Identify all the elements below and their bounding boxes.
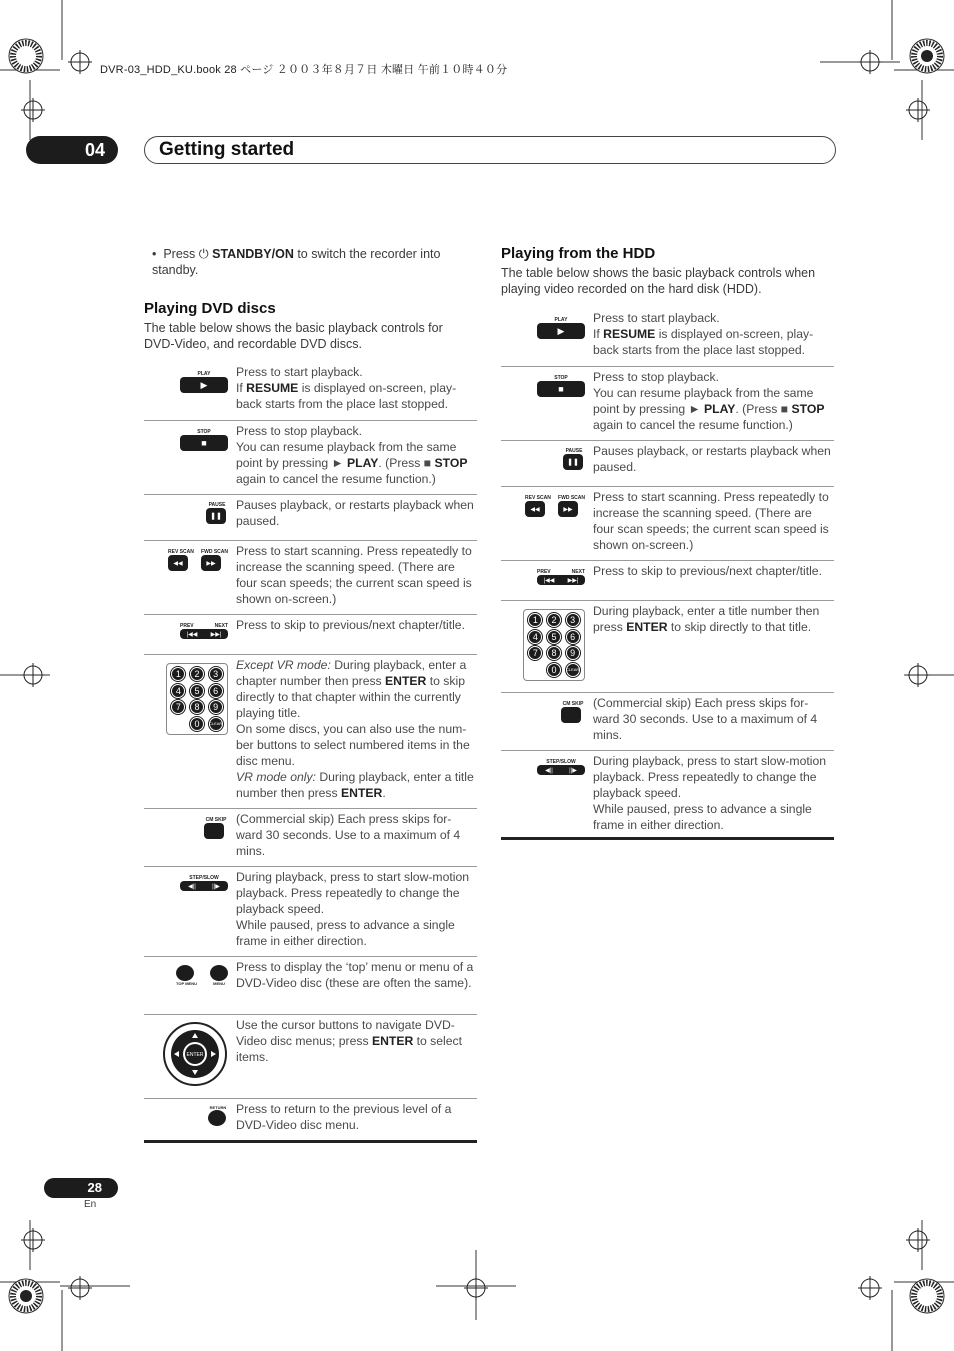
number-key-icon: 8 [547,646,561,660]
table-row [501,308,834,366]
table-row [501,440,834,486]
number-key-icon: 0 [190,717,204,731]
hdd-controls-table [501,308,834,843]
skip-description: Press to skip to previous/next chapter/title. [236,618,465,632]
number-key-icon: 1 [528,613,542,627]
numbers-text-3: VR mode only: During playback, enter a title number then press ENTER. [236,770,474,800]
table-row [144,866,477,956]
return-button-icon [208,1105,228,1126]
pause-button-icon [563,448,585,470]
stop-text-2: You can resume playback from the same point by pressing ► PLAY. (Press ■ STOP again to cancel the resume function.) [236,440,468,486]
number-key-icon: 2 [547,613,561,627]
number-key-icon: 4 [528,630,542,644]
numbers-text-2: On some discs, you can also use the num-ber buttons to select numbered items in the disc menu. [236,722,470,768]
bullet-text: Press [163,247,199,261]
table-row [501,750,834,838]
skip-buttons-icon [537,569,585,585]
enter-label: ENTER [186,1052,204,1058]
dvd-intro: The table below shows the basic playback controls for DVD-Video, and recordable DVD discs. [144,321,443,351]
play-button-icon [537,317,585,339]
table-row [144,654,477,808]
scan-description: Press to start scanning. Press repeatedly to increase the scanning speed. (There are four scan speeds; the current scan speed is shown on-screen.) [236,544,472,606]
table-row [144,420,477,494]
skip-buttons-icon [180,623,228,639]
number-key-icon: 9 [566,646,580,660]
table-row [144,362,477,420]
dvd-heading: Playing DVD discs [144,300,276,317]
step-text-2: While paused, press to advance a single frame in either direction. [236,918,455,948]
numbers-description: During playback, enter a title number then press ENTER to skip directly to that title. [593,604,820,634]
next-label: NEXT [571,569,585,575]
play-description [593,310,834,358]
cm-skip-button-icon [561,701,585,723]
stop-icon: ■ [180,435,228,451]
step-text-1: During playback, press to start slow-motion playback. Press repeatedly to change the playback speed. [593,754,827,800]
stop-description [236,423,477,487]
number-key-icon: 7 [528,646,542,660]
table-row [144,494,477,540]
step-slow-button-icon [180,875,228,891]
step-text-2: While paused, press to advance a single frame in either direction. [593,802,812,832]
play-description [236,364,477,412]
stop-icon-label: STOP [554,375,568,381]
table-row [501,600,834,692]
step-description [593,753,834,833]
number-key-icon: 3 [566,613,580,627]
page-number: 28 [44,1178,118,1198]
stop-description [593,369,834,433]
stop-text-1: Press to stop playback. [593,370,719,384]
menu-buttons-icon [176,965,228,986]
stop-text-2: You can resume playback from the same point by pressing ► PLAY. (Press ■ STOP again to cancel the resume function.) [593,386,825,432]
prev-next-icon: |◀◀ ▶▶| [537,575,585,585]
pause-icon: ❚❚ [563,454,583,470]
file-header: DVR-03_HDD_KU.book 28 ページ ２００３年８月７日 木曜日 午前１０時４０分 [100,64,508,76]
table-end-rule [501,837,834,840]
cm-skip-icon [561,707,581,723]
rev-scan-icon: ◀◀ [525,501,545,517]
hdd-intro: The table below shows the basic playback controls when playing video recorded on the hard disk (HDD). [501,266,816,296]
play-icon-label: PLAY [554,317,568,323]
return-description: Press to return to the previous level of a DVD-Video disc menu. [236,1102,452,1132]
prev-next-icon: |◀◀ ▶▶| [180,629,228,639]
scan-buttons-icon [525,495,585,517]
stop-button-icon [537,375,585,397]
rev-scan-icon: ◀◀ [168,555,188,571]
bullet-text-end: to switch the recorder into standby. [152,247,441,277]
play-icon: ▶ [537,323,585,339]
step-slow-label: STEP/SLOW [189,875,219,881]
menu-description: Press to display the ‘top’ menu or menu of a DVD-Video disc (these are often the same). [236,960,474,990]
number-key-icon: 3 [209,667,223,681]
cm-skip-label: CM SKIP [562,701,584,707]
next-label: NEXT [214,623,228,629]
play-button-icon [180,371,228,393]
return-label: RETURN [209,1105,227,1110]
pause-icon: ❚❚ [206,508,226,524]
number-key-icon: 6 [209,684,223,698]
number-key-icon: 1 [171,667,185,681]
pause-icon-label: PAUSE [565,448,583,454]
bullet-dot: • [152,247,164,261]
cursor-description: Use the cursor buttons to navigate DVD-Video disc menus; press ENTER to select items. [236,1018,463,1064]
power-icon: ⏻ [198,247,209,261]
stop-icon-label: STOP [197,429,211,435]
cursor-pad-icon [162,1021,228,1087]
top-menu-icon [176,965,194,981]
step-description [236,869,477,949]
rev-scan-label: REV SCAN [525,495,551,501]
number-key-icon: 8 [190,700,204,714]
step-text-1: During playback, press to start slow-motion playback. Press repeatedly to change the playback speed. [236,870,470,916]
fwd-scan-icon: ▶▶ [558,501,578,517]
pause-description: Pauses playback, or restarts playback when paused. [593,444,831,474]
standby-label: STANDBY/ON [212,247,294,261]
cm-skip-button-icon [204,817,228,839]
number-keypad-icon [523,609,585,681]
play-text-2: If RESUME is displayed on-screen, play-back starts from the place last stopped. [236,381,457,411]
stop-text-1: Press to stop playback. [236,424,362,438]
menu-icon [210,965,228,981]
play-icon: ▶ [180,377,228,393]
scan-buttons-icon [168,549,228,571]
number-key-icon: 9 [209,700,223,714]
standby-bullet [152,246,477,278]
clear-key-icon: CLEAR [566,663,580,677]
cm-skip-description: (Commercial skip) Each press skips for-ward 30 seconds. Use to a maximum of 4 mins. [236,812,461,858]
cm-skip-icon [204,823,224,839]
hdd-heading: Playing from the HDD [501,245,656,262]
return-icon [208,1110,226,1126]
chapter-title: Getting started [144,136,836,164]
number-key-icon: 0 [547,663,561,677]
language-code: En [84,1199,97,1210]
rev-scan-label: REV SCAN [168,549,194,555]
number-key-icon: 2 [190,667,204,681]
pause-icon-label: PAUSE [208,502,226,508]
play-text-1: Press to start playback. [236,365,363,379]
table-row [144,1014,477,1098]
prev-label: PREV [537,569,551,575]
step-slow-button-icon [537,759,585,775]
play-text-1: Press to start playback. [593,311,720,325]
table-row [144,1098,477,1144]
pause-description: Pauses playback, or restarts playback when paused. [236,498,474,528]
number-key-icon: 5 [547,630,561,644]
play-icon-label: PLAY [197,371,211,377]
chapter-number: 04 [26,136,118,164]
top-menu-label: TOP MENU [176,981,197,986]
play-text-2: If RESUME is displayed on-screen, play-back starts from the place last stopped. [593,327,814,357]
pause-button-icon [206,502,228,524]
cm-skip-label: CM SKIP [205,817,227,823]
clear-key-icon: CLEAR [209,717,223,731]
fwd-scan-label: FWD SCAN [558,495,585,501]
step-slow-label: STEP/SLOW [546,759,576,765]
table-row [144,956,477,1014]
number-key-icon: 7 [171,700,185,714]
table-row [501,560,834,600]
table-row [144,540,477,614]
table-row [501,692,834,750]
number-keypad-icon [166,663,228,735]
stop-button-icon [180,429,228,451]
step-slow-icon: ◀|| ||▶ [537,765,585,775]
stop-icon: ■ [537,381,585,397]
table-end-rule [144,1140,477,1143]
table-row [144,614,477,654]
menu-label: MENU [213,981,225,986]
number-key-icon: 4 [171,684,185,698]
numbers-description [236,657,477,801]
scan-description: Press to start scanning. Press repeatedly to increase the scanning speed. (There are four scan speeds; the current scan speed is shown on-screen.) [593,490,829,552]
step-slow-icon: ◀|| ||▶ [180,881,228,891]
table-row [501,366,834,440]
table-row [144,808,477,866]
numbers-text-1: Except VR mode: During playback, enter a chapter number then press ENTER to skip directly to that chapter within the currently playing title. [236,658,467,720]
fwd-scan-label: FWD SCAN [201,549,228,555]
cm-skip-description: (Commercial skip) Each press skips for-ward 30 seconds. Use to a maximum of 4 mins. [593,696,818,742]
dvd-controls-table [144,362,477,1147]
prev-label: PREV [180,623,194,629]
number-key-icon: 5 [190,684,204,698]
table-row [501,486,834,560]
number-key-icon: 6 [566,630,580,644]
fwd-scan-icon: ▶▶ [201,555,221,571]
skip-description: Press to skip to previous/next chapter/title. [593,564,822,578]
